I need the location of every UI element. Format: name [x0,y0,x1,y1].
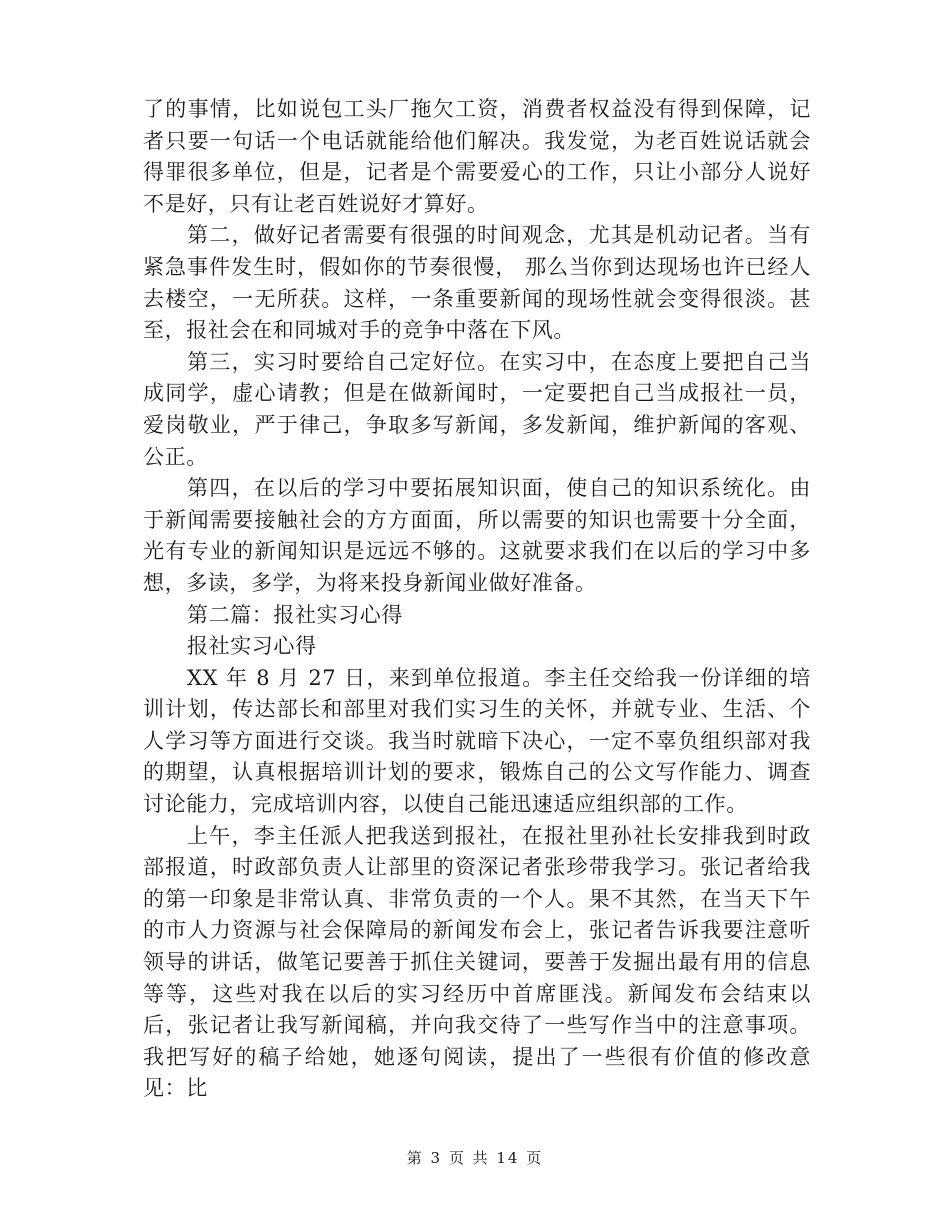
paragraph-point-four: 第四，在以后的学习中要拓展知识面，使自己的知识系统化。由于新闻需要接触社会的方方面面，所以需要的知识也需要十分全面，光有专业的新闻知识是远远不够的。这就要求我们在以后的学习中多想，多读，多学，为将来投身新闻业做好准备。 [143,476,811,595]
paragraph-arrival: XX 年 8 月 27 日，来到单位报道。李主任交给我一份详细的培训计划，传达部长和部里对我们实习生的关怀，并就专业、生活、个人学习等方面进行交谈。我当时就暗下决心，一定不辜负组织部对我的期望，认真根据培训计划的要求，锻炼自己的公文写作能力、调查讨论能力，完成培训内容，以使自己能迅速适应组织部的工作。 [143,665,811,817]
section-title: 报社实习心得 [187,634,317,659]
paragraph-morning: 上午，李主任派人把我送到报社，在报社里孙社长安排我到时政部报道，时政部负责人让部里的资深记者张珍带我学习。张记者给我的第一印象是非常认真、非常负责的一个人。果不其然，在当天下午的市人力资源与社会保障局的新闻发布会上，张记者告诉我要注意听领导的讲话，做笔记要善于抓住关键词，要善于发掘出最有用的信息等等，这些对我在以后的实习经历中首席匪浅。新闻发布会结束以后，张记者让我写新闻稿，并向我交待了一些写作当中的注意事项。我把写好的稿子给她，她逐句阅读，提出了一些很有价值的修改意见：比 [143,823,811,1101]
paragraph-point-three: 第三，实习时要给自己定好位。在实习中，在态度上要把自己当成同学，虚心请教；但是在做新闻时，一定要把自己当成报社一员，爱岗敬业，严于律己，争取多写新闻，多发新闻，维护新闻的客观、公正。 [143,349,811,469]
paragraph-continued: 了的事情，比如说包工头厂拖欠工资，消费者权益没有得到保障，记者只要一句话一个电话就能给他们解决。我发觉，为老百姓说话就会得罪很多单位，但是，记者是个需要爱心的工作，只让小部分人说好不是好，只有让老百姓说好才算好。 [143,97,811,216]
section-heading: 第二篇：报社实习心得 [187,602,403,627]
page-footer: 第 3 页 共 14 页 [406,1149,544,1167]
document-body [143,94,811,1105]
paragraph-point-two: 第二，做好记者需要有很强的时间观念，尤其是机动记者。当有紧急事件发生时，假如你的节奏很慢， 那么当你到达现场也许已经人去楼空，一无所获。这样，一条重要新闻的现场性就会变得很淡。甚至，报社会在和同城对手的竞争中落在下风。 [143,223,811,343]
